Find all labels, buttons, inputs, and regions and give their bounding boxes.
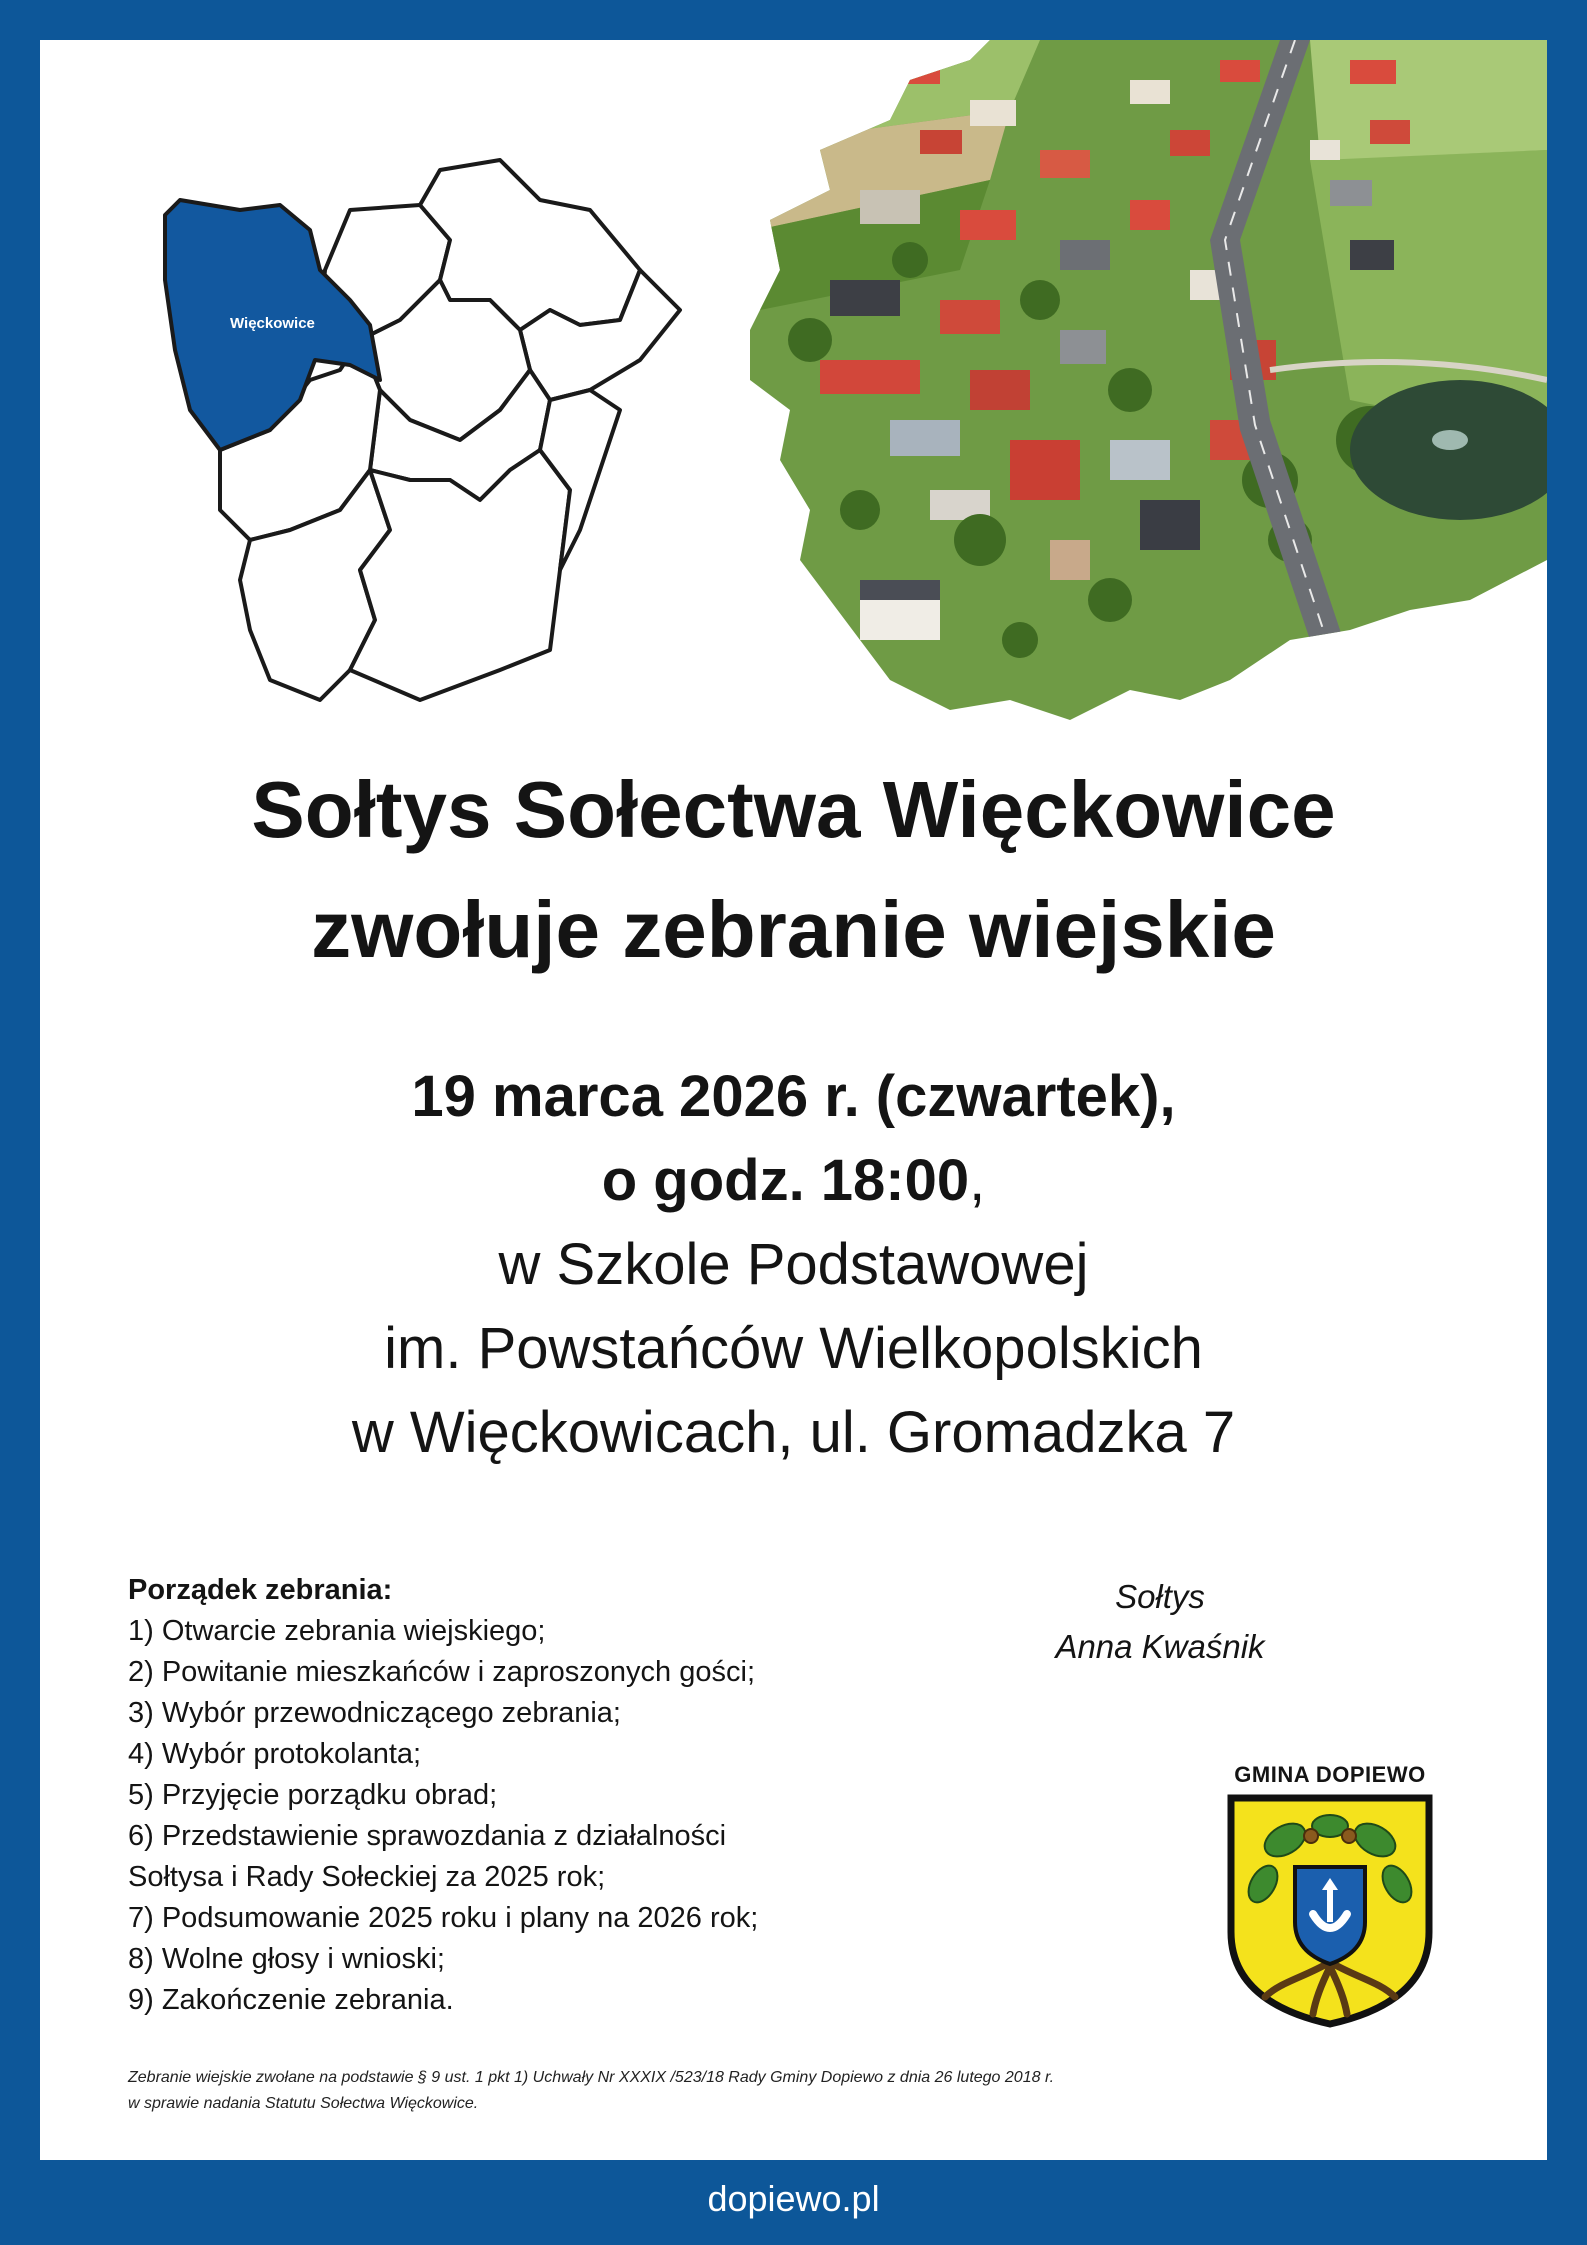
- agenda-item: 1) Otwarcie zebrania wiejskiego;: [128, 1615, 546, 1647]
- agenda-item: 9) Zakończenie zebrania.: [128, 1984, 454, 2016]
- map-region-south: [350, 450, 570, 700]
- meeting-time-suffix: ,: [969, 1148, 986, 1213]
- gmina-dopiewo-crest-icon: [1225, 1792, 1435, 2030]
- map-village-label: Więckowice: [230, 315, 315, 332]
- crest-label: GMINA DOPIEWO: [1234, 1762, 1426, 1787]
- commune-map: [120, 150, 720, 740]
- meeting-place-3: w Więckowicach, ul. Gromadzka 7: [351, 1400, 1236, 1465]
- meeting-date: 19 marca 2026 r. (czwartek),: [411, 1064, 1176, 1129]
- meeting-place-2: im. Powstańców Wielkopolskich: [384, 1316, 1203, 1381]
- meeting-details: [40, 1055, 1547, 1475]
- signature: [970, 1572, 1350, 1672]
- agenda-item: 2) Powitanie mieszkańców i zaproszonych gości;: [128, 1656, 755, 1688]
- footnote-line-2: w sprawie nadania Statutu Sołectwa Więckowice.: [128, 2095, 479, 2112]
- poster-sheet: [40, 40, 1547, 2160]
- signature-name: Anna Kwaśnik: [1055, 1628, 1265, 1665]
- legal-footnote: [128, 2065, 1468, 2117]
- title-line-2: zwołuje zebranie wiejskie: [311, 885, 1276, 974]
- signature-role: Sołtys: [1115, 1578, 1205, 1615]
- agenda-title: Porządek zebrania:: [128, 1574, 393, 1606]
- meeting-place-1: w Szkole Podstawowej: [498, 1232, 1089, 1297]
- meeting-time: o godz. 18:00: [601, 1148, 970, 1213]
- meeting-time-line: [40, 1139, 1547, 1223]
- agenda-item: 4) Wybór protokolanta;: [128, 1738, 422, 1770]
- agenda-item: 5) Przyjęcie porządku obrad;: [128, 1779, 498, 1811]
- agenda-item: 3) Wybór przewodniczącego zebrania;: [128, 1697, 621, 1729]
- aerial-village-photo: [710, 40, 1547, 720]
- footnote-line-1: Zebranie wiejskie zwołane na podstawie § 9 ust. 1 pkt 1) Uchwały Nr XXXIX /523/18 Rady Gminy Dopiewo z dnia 26 lutego 2018 r.: [128, 2069, 1055, 2086]
- agenda: [128, 1570, 908, 2021]
- title-line-1: Sołtys Sołectwa Więckowice: [251, 765, 1336, 854]
- agenda-item: 7) Podsumowanie 2025 roku i plany na 2026 rok;: [128, 1902, 759, 1934]
- page-title: [40, 750, 1547, 990]
- agenda-item: Sołtysa i Rady Sołeckiej za 2025 rok;: [128, 1861, 606, 1893]
- agenda-item: 6) Przedstawienie sprawozdania z działalności: [128, 1820, 727, 1852]
- website-link[interactable]: dopiewo.pl: [707, 2178, 880, 2219]
- agenda-item: 8) Wolne głosy i wnioski;: [128, 1943, 445, 1975]
